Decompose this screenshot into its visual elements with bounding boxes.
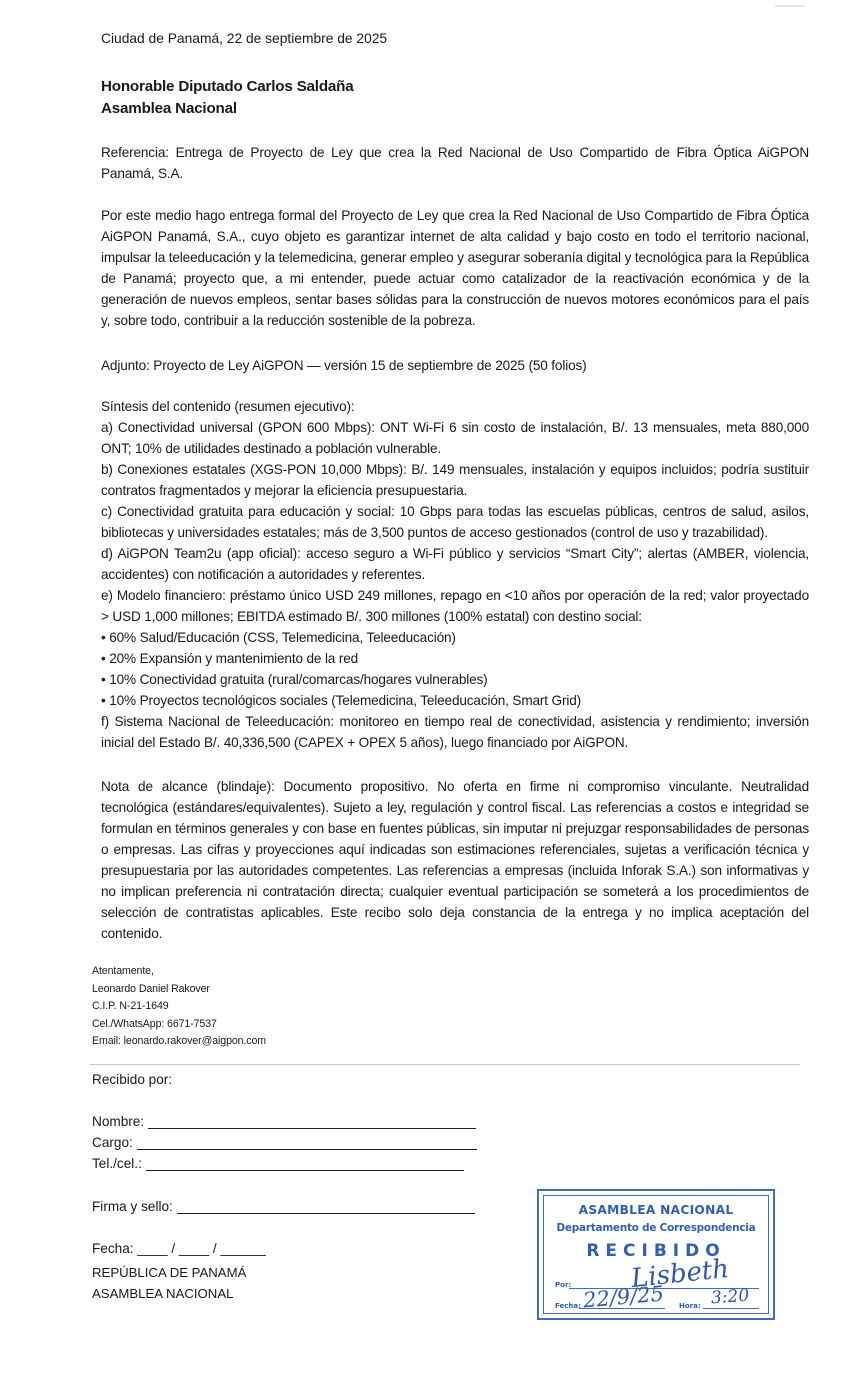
sender-phone: Cel./WhatsApp: 6671-7537 [92,1017,217,1030]
signature-field[interactable] [92,1199,475,1214]
signature-label: Firma y sello: [92,1199,173,1214]
synthesis-heading: Síntesis del contenido (resumen ejecutivo): [101,399,355,414]
intro-paragraph: Por este medio hago entrega formal del Proyecto de Ley que crea la Red Nacional de Uso Compartido de Fibra Óptica AiGPON Panamá, S.A., cuyo objeto es garantizar internet de alta calidad y bajo costo en todo el territorio nacional, impulsar la teleeducación y la telemedicina, generar empleo y asegurar soberanía digital y tecnológica para la República de Panamá; proyecto que, a mi entender, puede actuar como catalizador de la reactivación económica y de la generación de nuevos empleos, sentar bases sólidas para la construcción de nuevos motores económicos para el país y, sobre todo, contribuir a la reducción sostenible de la pobreza. [101,208,809,328]
stamp-status: RECIBIDO [586,1241,726,1261]
institution-name: ASAMBLEA NACIONAL [92,1286,234,1301]
country-name: REPÚBLICA DE PANAMÁ [92,1265,247,1280]
phone-blank-line[interactable] [146,1156,464,1171]
position-field[interactable] [92,1135,477,1150]
reference-paragraph: Referencia: Entrega de Proyecto de Ley que crea la Red Nacional de Uso Compartido de Fibra Óptica AiGPON Panamá, S.A. [101,145,809,181]
synthesis-item-d: d) AiGPON Team2u (app oficial): acceso seguro a Wi-Fi público y servicios “Smart City”; alertas (AMBER, violencia, accidentes) con notificación a autoridades y referentes. [101,546,809,582]
addressee-institution: Asamblea Nacional [101,100,237,117]
sender-name: Leonardo Daniel Rakover [92,982,210,995]
stamp-time-value: 3:20 [710,1285,750,1309]
date-line: Ciudad de Panamá, 22 de septiembre de 2025 [101,31,388,46]
date-label: Fecha: ____ / ____ / ______ [92,1241,266,1256]
section-divider [90,1064,800,1065]
position-label: Cargo: [92,1135,133,1150]
synthesis-item-f: f) Sistema Nacional de Teleeducación: monitoreo en tiempo real de conectividad, asistencia y rendimiento; inversión inicial del Estado B/. 40,336,500 (CAPEX + OPEX 5 años), luego financiado por AiGPON. [101,714,809,750]
allocation-bullet: • 10% Proyectos tecnológicos sociales (Telemedicina, Teleeducación, Smart Grid) [101,693,581,708]
synthesis-item-e: e) Modelo financiero: préstamo único USD 249 millones, repago en <10 años por operación de la red; valor proyectado > USD 1,000 millones; EBITDA estimado B/. 300 millones (100% estatal) con destino social: [101,588,809,624]
synthesis-item-b: b) Conexiones estatales (XGS-PON 10,000 Mbps): B/. 149 mensuales, instalación y equipos incluidos; podría sustituir contratos fragmentados y mejorar la eficiencia presupuestaria. [101,462,809,498]
received-by-heading: Recibido por: [92,1072,173,1087]
stamp-title: ASAMBLEA NACIONAL [578,1203,734,1217]
synthesis-item-c: c) Conectividad gratuita para educación y social: 10 Gbps para todas las escuelas públicas, centros de salud, asilos, bibliotecas y universidades estatales; más de 3,500 puntos de acceso gestionados (control de uso y trazabilidad). [101,504,809,540]
scope-note-paragraph: Nota de alcance (blindaje): Documento propositivo. No oferta en firme ni compromiso vinculante. Neutralidad tecnológica (estándares/equivalentes). Sujeto a ley, regulación y control fiscal. Las referencias a costos e integridad se formulan en términos generales y con base en fuentes públicas, sin imputar ni prejuzgar responsabilidades de personas o empresas. Las cifras y proyecciones aquí indicadas son estimaciones referenciales, sujetas a verificación técnica y presupuestaria por las autoridades competentes. Las referencias a empresas (incluida Inforak S.A.) son informativas y no implican preferencia ni contratación directa; cualquier eventual participación se someterá a los procedimientos de selección de contratistas aplicables. Este recibo solo deja constancia de la entrega y no implica aceptación del contenido. [101,779,809,941]
scan-artifact [775,5,805,7]
sender-id: C.I.P. N-21-1649 [92,1000,169,1013]
stamp-by-signature: Lisbeth [629,1253,731,1295]
attachment-line: Adjunto: Proyecto de Ley AiGPON — versión 15 de septiembre de 2025 (50 folios) [101,358,587,373]
phone-label: Tel./cel.: [92,1156,142,1171]
stamp-time-label: Hora: [679,1302,701,1310]
name-label: Nombre: [92,1114,145,1129]
position-blank-line[interactable] [137,1135,477,1150]
stamp-department: Departamento de Correspondencia [556,1222,756,1234]
signature-blank-line[interactable] [177,1199,475,1214]
name-field[interactable] [92,1114,476,1129]
stamp-date-label: Fecha: [555,1302,581,1310]
addressee-name: Honorable Diputado Carlos Saldaña [101,78,354,95]
received-stamp [537,1189,775,1320]
name-blank-line[interactable] [148,1114,476,1129]
date-field[interactable] [92,1241,266,1256]
receipt-footer [92,1262,246,1304]
signature-block [92,963,266,1051]
addressee-block [101,76,353,120]
stamp-date-value: 22/9/25 [582,1281,665,1313]
allocation-bullet: • 10% Conectividad gratuita (rural/comarcas/hogares vulnerables) [101,672,488,687]
phone-field[interactable] [92,1156,464,1171]
synthesis-item-a: a) Conectividad universal (GPON 600 Mbps): ONT Wi-Fi 6 sin costo de instalación, B/. 13 mensuales, meta 880,000 ONT; 10% de utilidades destinado a población vulnerable. [101,420,809,456]
allocation-bullet: • 60% Salud/Educación (CSS, Telemedicina, Teleeducación) [101,630,456,645]
stamp-by-label: Por: [555,1281,572,1289]
sender-email: Email: leonardo.rakover@aigpon.com [92,1035,266,1048]
closing: Atentamente, [92,965,154,977]
synthesis-section [101,396,809,753]
allocation-bullet: • 20% Expansión y mantenimiento de la red [101,651,359,666]
